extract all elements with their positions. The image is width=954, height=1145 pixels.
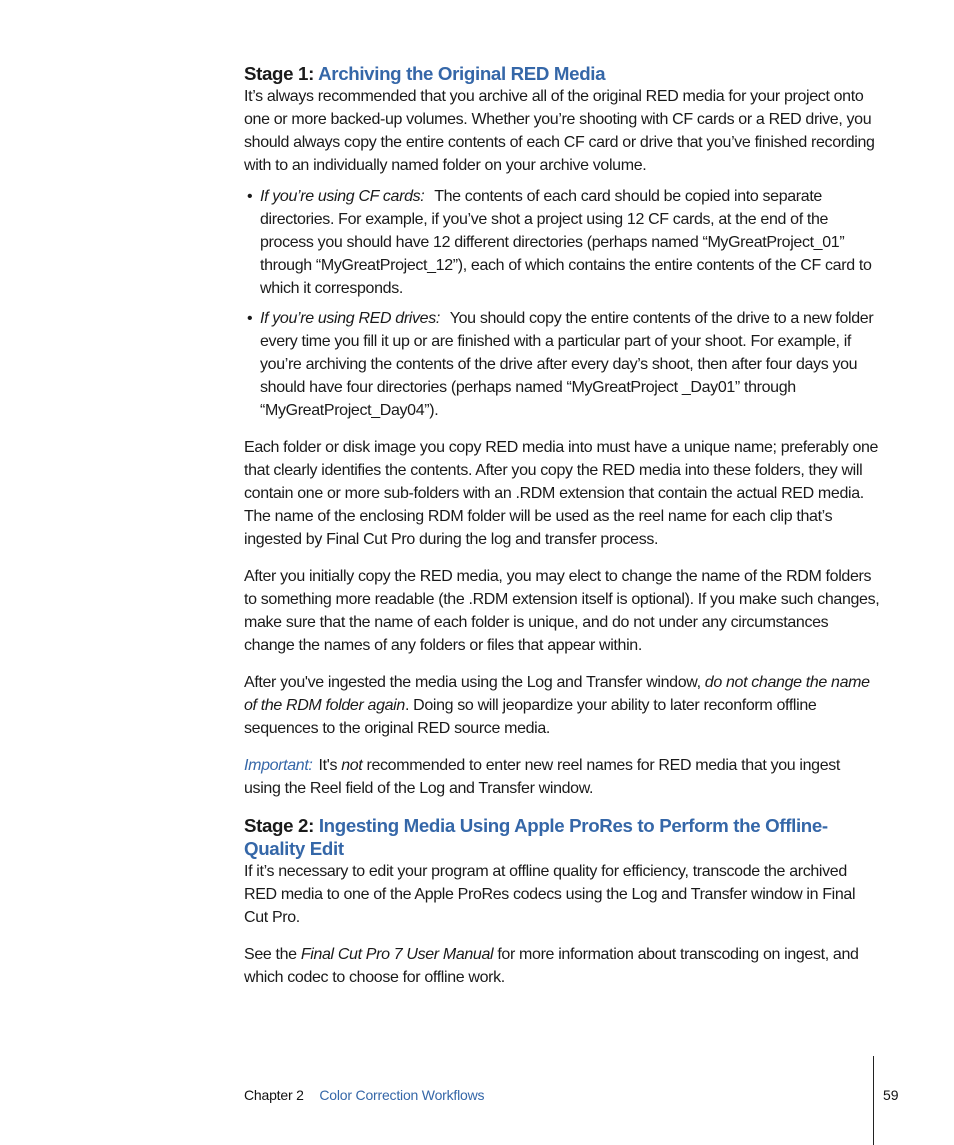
paragraph-folder-names: Each folder or disk image you copy RED media into must have a unique name; preferably one that clearly identifies the contents. After you copy the RED media into these folders, they will contain one or more sub-folders with an .RDM extension that contain the actual RED media. The name of the enclosing RDM folder will be used as the reel name for each clip that’s ingested by Final Cut Pro during the log and transfer process. (244, 439, 879, 548)
bullet-icon: • (247, 188, 253, 205)
paragraph-see-manual: See the Final Cut Pro 7 User Manual for more information about transcoding on ingest, and which codec to choose for offline work. (244, 946, 859, 986)
stage-2-heading (244, 814, 880, 860)
list-item (244, 185, 880, 300)
stage-1-label: Stage 1: (244, 63, 314, 84)
important-label: Important: (244, 757, 313, 774)
bullet-lead: If you’re using RED drives: (260, 310, 440, 327)
stage-1-heading (244, 62, 880, 85)
page-footer (244, 1087, 484, 1103)
bullet-lead: If you’re using CF cards: (260, 188, 425, 205)
document-body (244, 62, 880, 1003)
stage-2-title-link[interactable]: Ingesting Media Using Apple ProRes to Perform the Offline-Quality Edit (244, 815, 828, 859)
chapter-title-link[interactable]: Color Correction Workflows (319, 1087, 485, 1103)
list-item (244, 307, 880, 422)
bullet-text: The contents of each card should be copied into separate directories. For example, if you’ve shot a project using 12 CF cards, at the end of the process you should have 12 different directories (perhaps named “MyGreatProject_01” through “MyGreatProject_12”), each of which contains the entire contents of the CF card to which it corresponds. (260, 188, 872, 297)
bullet-icon: • (247, 310, 253, 327)
page-number: 59 (883, 1087, 899, 1103)
bullet-text: You should copy the entire contents of the drive to a new folder every time you fill it up or are finished with a particular part of your shoot. For example, if you’re archiving the contents of the drive after every day’s shoot, then after four days you should have four directories (perhaps named “MyGreatProject _Day01” through “MyGreatProject_Day04”). (260, 310, 874, 419)
stage-2-intro: If it’s necessary to edit your program at offline quality for efficiency, transcode the archived RED media to one of the Apple ProRes codecs using the Log and Transfer window in Final Cut Pro. (244, 863, 856, 926)
paragraph-after-ingest: After you've ingested the media using the Log and Transfer window, do not change the name of the RDM folder again. Doing so will jeopardize your ability to later reconform offline sequences to the original RED source media. (244, 674, 870, 737)
paragraph-rename-folders: After you initially copy the RED media, you may elect to change the name of the RDM folders to something more readable (the .RDM extension itself is optional). If you make such changes, make sure that the name of each folder is unique, and do not under any circumstances change the names of any folders or files that appear within. (244, 568, 880, 654)
important-note: Important: It's not recommended to enter new reel names for RED media that you ingest using the Reel field of the Log and Transfer window. (244, 757, 841, 797)
bullet-list (244, 185, 880, 422)
stage-1-title-link[interactable]: Archiving the Original RED Media (318, 63, 606, 84)
footer-divider (873, 1056, 874, 1145)
manual-title: Final Cut Pro 7 User Manual (300, 946, 494, 963)
chapter-label: Chapter 2 (244, 1087, 304, 1103)
stage-1-intro: It’s always recommended that you archive all of the original RED media for your project onto one or more backed-up volumes. Whether you’re shooting with CF cards or a RED drive, you should always copy the entire contents of each CF card or drive that you’ve finished recording with to an individually named folder on your archive volume. (244, 88, 875, 174)
stage-2-label: Stage 2: (244, 815, 314, 836)
